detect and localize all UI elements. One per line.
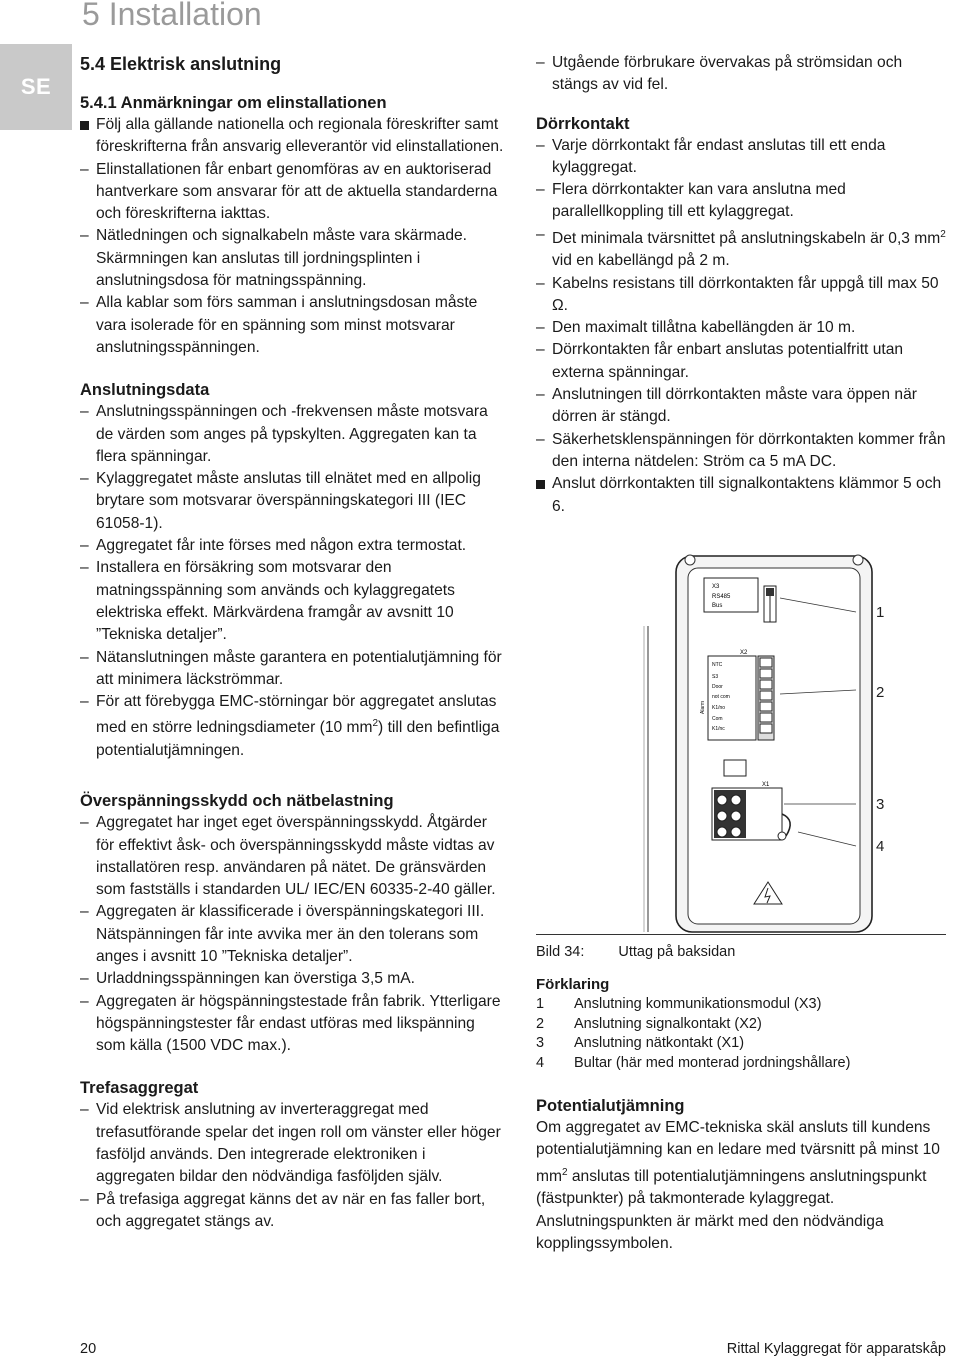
list-item: – Aggregaten är högspänningstestade från fabrik. Ytterligare högspänningstester får endast utföras med likspänning som källa (1500 VDC max.).: [80, 991, 508, 1058]
list-item: – Flera dörrkontakter kan vara anslutna med parallellkoppling till ett kylaggregat.: [536, 179, 946, 224]
bullet-item: Följ alla gällande nationella och regionala föreskrifter samt föreskrifterna från ansvarig elleverantör vid elinstallationen.: [80, 114, 508, 159]
cross-section-pre: Det minimala tvärsnittet på anslutningskabeln är 0,3 mm: [552, 229, 941, 247]
list-item: – Alla kablar som förs samman i anslutningsdosan måste vara isolerade för en spänning som minst motsvarar anslutningsspänningen.: [80, 292, 508, 359]
list-item: – Anslutningsspänningen och -frekvensen måste motsvara de värden som anges på typskylten. Aggregaten kan ta flera spänningar.: [80, 401, 508, 468]
emc-superscript: 2: [372, 718, 379, 730]
list-item: – Nätledningen och signalkabeln måste vara skärmade. Skärmningen kan anslutas till jordningsplinten i anslutningsdosa för matningsspänning.: [80, 225, 508, 292]
bullet-item: Anslut dörrkontakten till signalkontaktens klämmor 5 och 6.: [536, 473, 946, 518]
document-title: Rittal Kylaggregat för apparatskåp: [726, 1341, 946, 1357]
page-number: 20: [80, 1341, 97, 1357]
right-column: [536, 52, 946, 1255]
terminal-label: Door: [712, 683, 723, 690]
emc-text-post: ) till den befintliga potentialutjämningen.: [96, 719, 500, 759]
legend-text: Anslutning nätkontakt (X1): [574, 1035, 745, 1052]
caption-label: Bild 34:: [536, 943, 585, 960]
terminal-label: NTC: [712, 661, 723, 668]
list-item: – Elinstallationen får enbart genomföras av en auktoriserad hantverkare som ansvarar för att de aktuella standarderna och föreskrifterna iakttas.: [80, 159, 508, 226]
pot-text-pre: Om aggregatet av EMC-tekniska skäl ansluts till kundens potentialutjämning kan en ledare med tvärsnitt på minst 10 mm: [536, 1119, 940, 1185]
legend-text: Anslutning kommunikationsmodul (X3): [574, 996, 822, 1013]
list-item: – Aggregatet har inget eget överspänningsskydd. Åtgärder för effektivt åsk- och överspänningsskydd måste vidtas av installatören resp. användaren på nätet. De gränsvärden som fastställs i standarden UL/ IEC/EN 60335-2-40 gäller.: [80, 812, 508, 901]
cross-section-superscript: 2: [940, 228, 946, 240]
subsection-title-surge: Överspänningsskydd och nätbelastning: [80, 792, 394, 811]
list-item: – Utgående förbrukare övervakas på strömsidan och stängs av vid fel.: [536, 52, 946, 97]
x3-label: X3: [712, 583, 720, 590]
cross-section-post: vid en kabellängd på 2 m.: [552, 252, 730, 270]
language-tab: SE: [0, 44, 72, 130]
terminal-label: K1/no: [712, 704, 726, 711]
list-item: – Den maximalt tillåtna kabellängden är 10 m.: [536, 317, 946, 339]
x2-label: X2: [740, 649, 748, 656]
callout-1: 1: [876, 603, 885, 621]
list-item-cross-section: [536, 224, 946, 273]
list-item: – Varje dörrkontakt får endast anslutas till ett enda kylaggregat.: [536, 135, 946, 180]
list-item-emc: [80, 691, 508, 762]
legend-item: [536, 1034, 946, 1054]
alarm-label: Alarm: [700, 700, 706, 714]
page-footer: [80, 1340, 946, 1358]
left-column: [80, 52, 508, 1233]
subsection-title-three-phase: Trefasaggregat: [80, 1079, 199, 1098]
legend-title: Förklaring: [536, 976, 610, 994]
callout-2: 2: [876, 683, 885, 701]
list-item: – Vid elektrisk anslutning av inverteraggregat med trefasutförande spelar det ingen roll om vänster eller höger fasföljd används. Den integrerade elektroniken i aggregaten bildar den nödvändiga fasföljden själv.: [80, 1099, 508, 1188]
list-item: – Nätanslutningen måste garantera en potentialutjämning för att minimera läckströmmar.: [80, 647, 508, 692]
list-item: – Urladdningsspänningen kan överstiga 3,5 mA.: [80, 968, 508, 990]
connection-panel-drawing: [536, 554, 946, 934]
x3-sub-label: RS485: [712, 593, 731, 600]
subsection-title-connection-data: Anslutningsdata: [80, 381, 210, 400]
connection-panel-figure: [536, 554, 946, 935]
list-item: – Aggregatet får inte förses med någon extra termostat.: [80, 535, 508, 557]
subsection-title-notes: 5.4.1 Anmärkningar om elinstallationen: [80, 94, 387, 112]
legend-item: [536, 1015, 946, 1035]
x3-sub-label-2: Bus: [712, 602, 723, 609]
legend-number: 4: [536, 1054, 545, 1071]
subsection-title-potential-equalization: Potentialutjämning: [536, 1097, 685, 1116]
callout-4: 4: [876, 837, 885, 855]
legend-item: [536, 995, 946, 1015]
pot-superscript: 2: [561, 1166, 568, 1178]
legend-item: [536, 1054, 946, 1074]
terminal-label: not com: [712, 693, 730, 700]
chapter-title: 5 Installation: [82, 0, 262, 32]
figure-caption: [536, 941, 946, 963]
x1-label: X1: [762, 781, 770, 788]
list-item: – På trefasiga aggregat känns det av när en fas faller bort, och aggregatet stängs av.: [80, 1189, 508, 1234]
potential-equalization-paragraph: [536, 1117, 946, 1255]
legend-number: 2: [536, 1015, 545, 1032]
section-title: 5.4 Elektrisk anslutning: [80, 54, 282, 74]
legend-text: Bultar (här med monterad jordningshållare): [574, 1054, 851, 1071]
terminal-label: Com: [712, 715, 723, 722]
list-item: – Kylaggregatet måste anslutas till elnätet med en allpolig brytare som motsvarar överspänningskategori III (IEC 61058-1).: [80, 468, 508, 535]
pot-text-post: anslutas till potentialutjämningens anslutningspunkt (fästpunkter) på takmonterade kylaggregat. Anslutningspunkten är märkt med den nödvändiga kopplingssymbolen.: [536, 1167, 927, 1252]
list-item: – Dörrkontakten får enbart anslutas potentialfritt utan externa spänningar.: [536, 339, 946, 384]
legend-number: 1: [536, 996, 545, 1013]
subsection-title-door-contact: Dörrkontakt: [536, 114, 630, 133]
list-item: – Anslutningen till dörrkontakten måste vara öppen när dörren är stängd.: [536, 384, 946, 429]
callout-3: 3: [876, 795, 885, 813]
list-item: – Aggregaten är klassificerade i överspänningskategori III. Nätspänningen får inte avvika mer än den tolerans som anges i avsnitt 10 ”Tekniska detaljer”.: [80, 901, 508, 968]
list-item: – Installera en försäkring som motsvarar den matningsspänning som används och kylaggregatets elektriska effekt. Märkvärdena framgår av avsnitt 10 ”Tekniska detaljer”.: [80, 557, 508, 646]
terminal-label: K1/nc: [712, 725, 725, 732]
legend-number: 3: [536, 1035, 545, 1052]
terminal-label: S3: [712, 673, 719, 680]
emc-text-pre: För att förebygga EMC-störningar bör aggregatet anslutas med en större ledningsdiameter (10 mm: [96, 693, 497, 737]
list-item: – Säkerhetsklenspänningen för dörrkontakten kommer från den interna nätdelen: Ström ca 5 mA DC.: [536, 429, 946, 474]
legend-text: Anslutning signalkontakt (X2): [574, 1015, 762, 1032]
caption-text: Uttag på baksidan: [618, 943, 736, 960]
list-item: – Kabelns resistans till dörrkontakten får uppgå till max 50 Ω.: [536, 273, 946, 318]
